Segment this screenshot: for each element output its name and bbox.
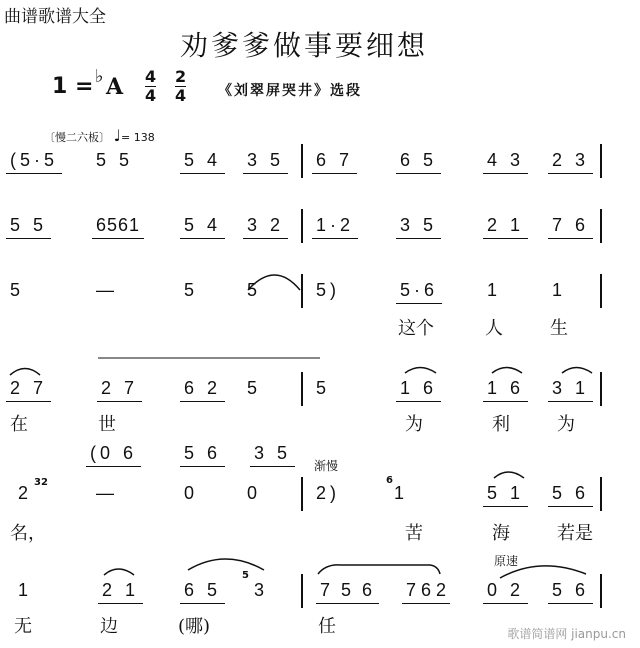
tempo-mark: 渐慢 bbox=[314, 459, 339, 473]
note-group: 3 2 bbox=[243, 215, 288, 239]
note-group: (0 6 bbox=[86, 443, 141, 467]
site-label: 曲谱歌谱大全 bbox=[4, 7, 106, 27]
tempo-mark: 原速 bbox=[494, 554, 519, 568]
lyric: 世 bbox=[98, 414, 116, 435]
lyric: 边 bbox=[100, 616, 118, 637]
meter-num: 4 bbox=[145, 67, 157, 86]
note-group: 0 bbox=[247, 483, 262, 503]
note-group: 5 5 bbox=[6, 215, 51, 239]
note-group: 7 6 2 bbox=[402, 580, 450, 604]
note-group: 5 6 bbox=[548, 580, 593, 604]
note-group: 3 5 bbox=[243, 150, 288, 174]
note-group: 0 bbox=[184, 483, 199, 503]
quarter-note-icon: ♩ bbox=[113, 126, 122, 145]
lyric: 无 bbox=[14, 616, 32, 637]
note-group: 5 bbox=[316, 378, 331, 398]
slur bbox=[10, 369, 40, 376]
note-group: 5 4 bbox=[180, 215, 225, 239]
watermark: 歌谱简谱网 jianpu.cn bbox=[507, 627, 626, 641]
meter-den: 4 bbox=[145, 86, 157, 105]
note-group: 3 bbox=[254, 580, 269, 600]
note-group: 2 7 bbox=[97, 378, 142, 402]
note-group: 5 bbox=[184, 280, 199, 300]
slur bbox=[500, 566, 586, 578]
note-group: 5 5 bbox=[96, 150, 134, 170]
grace-note: 6 bbox=[386, 475, 393, 486]
lyric: 名， bbox=[10, 523, 46, 544]
slur bbox=[248, 275, 300, 290]
key-note: A bbox=[106, 74, 124, 100]
note-group: 3 5 bbox=[250, 443, 295, 467]
grace-note: 5 bbox=[242, 570, 249, 581]
slur bbox=[405, 368, 436, 374]
lyric: 生 bbox=[550, 318, 568, 339]
tempo-value: = 138 bbox=[121, 131, 155, 144]
note-group: 1 bbox=[552, 280, 567, 300]
slur bbox=[562, 368, 592, 374]
note-group: 5 6 bbox=[180, 443, 225, 467]
note-group: 5·6 bbox=[396, 280, 442, 304]
note-group: 6561 bbox=[92, 215, 144, 239]
lyric: 若是 bbox=[557, 523, 593, 544]
source-label: 《刘翠屏哭井》选段 bbox=[218, 83, 362, 99]
note-group: 0 2 bbox=[483, 580, 528, 604]
note-group: 2 1 bbox=[483, 215, 528, 239]
note-group: 1 bbox=[18, 580, 33, 600]
lyric: (哪) bbox=[178, 616, 211, 637]
note-group: 5 bbox=[10, 280, 25, 300]
flat-sign: ♭ bbox=[95, 66, 104, 87]
key-label: 1 = bbox=[52, 74, 94, 99]
note-group: 1 6 bbox=[396, 378, 441, 402]
slur bbox=[188, 559, 264, 570]
meter-den: 4 bbox=[175, 86, 187, 105]
note-group: 1·2 bbox=[312, 215, 358, 239]
note-group: 5 1 bbox=[483, 483, 528, 507]
note-group: 5 bbox=[247, 280, 262, 300]
note-group: 5 6 bbox=[548, 483, 593, 507]
note-group: 6 5 bbox=[180, 580, 225, 604]
slur bbox=[494, 472, 524, 478]
meter-num: 2 bbox=[175, 67, 187, 86]
slur bbox=[492, 368, 522, 374]
note-group: 7 5 6 bbox=[316, 580, 379, 604]
lyric: 这个 bbox=[398, 318, 434, 339]
lyric: 为 bbox=[405, 414, 423, 435]
note-group: 3 5 bbox=[396, 215, 441, 239]
note-group: 2 7 bbox=[6, 378, 51, 402]
slur bbox=[104, 569, 134, 575]
lyric: 为 bbox=[557, 414, 575, 435]
lyric: 利 bbox=[492, 414, 510, 435]
note-group: 5 bbox=[247, 378, 262, 398]
note-group: (5·5 bbox=[6, 150, 62, 174]
grace-note: 32 bbox=[34, 477, 48, 488]
note-group: 6 7 bbox=[312, 150, 357, 174]
note-group: 5 4 bbox=[180, 150, 225, 174]
lyric: 在 bbox=[10, 414, 28, 435]
lyric: 任 bbox=[318, 616, 336, 637]
note-group: 6 5 bbox=[396, 150, 441, 174]
note-group: — bbox=[96, 483, 118, 503]
note-group: 2 3 bbox=[548, 150, 593, 174]
note-group: 1 bbox=[487, 280, 502, 300]
note-group: 3 1 bbox=[548, 378, 593, 402]
tempo-label: 〔慢二六板〕 bbox=[44, 131, 110, 144]
note-group: 4 3 bbox=[483, 150, 528, 174]
note-group: — bbox=[96, 280, 118, 300]
lyric: 海 bbox=[492, 523, 510, 544]
note-group: 7 6 bbox=[548, 215, 593, 239]
lyric: 人 bbox=[485, 318, 503, 339]
lyric: 苦 bbox=[405, 523, 423, 544]
song-title: 劝爹爹做事要细想 bbox=[180, 29, 429, 62]
note-group: 1 6 bbox=[483, 378, 528, 402]
note-group: 2 1 bbox=[98, 580, 143, 604]
note-group: 2 bbox=[18, 483, 33, 503]
note-group: 1 bbox=[394, 483, 409, 503]
note-group: 5) bbox=[316, 280, 341, 300]
note-group: 6 2 bbox=[180, 378, 225, 402]
slur bbox=[318, 565, 440, 574]
note-group: 2) bbox=[316, 483, 341, 503]
